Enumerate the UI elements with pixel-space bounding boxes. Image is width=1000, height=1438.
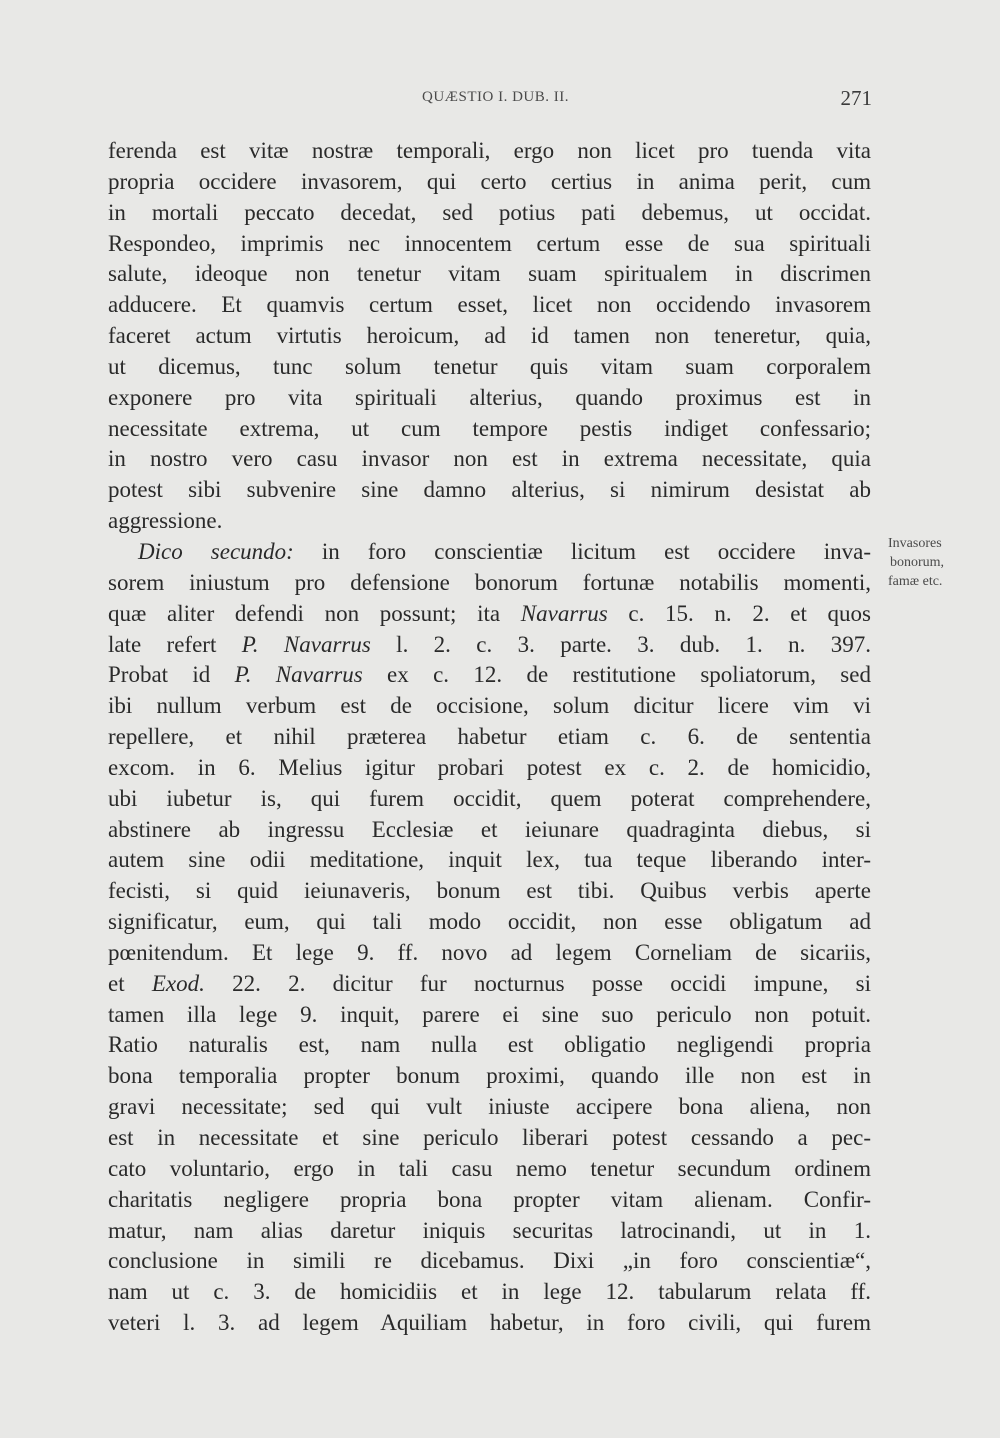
text-line: ferenda est vitæ nostræ temporali, ergo non licet pro tuenda vita xyxy=(108,138,871,163)
margin-note-line: Invasores xyxy=(888,536,942,551)
text-line: significatur, eum, qui tali modo occidit, non esse obligatum ad xyxy=(108,909,871,935)
author-citation: Navarrus xyxy=(520,600,608,626)
margin-note-line: bonorum, xyxy=(890,555,945,570)
body-text xyxy=(108,136,871,1339)
author-citation: P. Navarrus xyxy=(241,631,371,657)
text-line: aggressione. xyxy=(108,508,223,534)
text-line: adducere. Et quamvis certum esset, licet non occidendo invasorem xyxy=(108,292,871,318)
text-line: tamen illa lege 9. inquit, parere ei sine suo periculo non potuit. xyxy=(108,1001,871,1027)
text-line: Dico secundo: in foro conscientiæ licitum est occidere inva- xyxy=(138,538,871,564)
running-head: QUÆSTIO I. DUB. II. xyxy=(422,89,569,105)
text-line: excom. in 6. Melius igitur probari potest ex c. 2. de homicidio, xyxy=(108,754,871,780)
text-line: abstinere ab ingressu Ecclesiæ et ieiunare quadraginta diebus, si xyxy=(108,816,871,842)
text-line: potest sibi subvenire sine damno alterius, si nimirum desistat ab xyxy=(108,477,871,503)
text-line: charitatis negligere propria bona propter vitam alienam. Confir- xyxy=(108,1186,871,1212)
text-line: ubi iubetur is, qui furem occidit, quem poterat comprehendere, xyxy=(108,785,871,811)
text-line: veteri l. 3. ad legem Aquiliam habetur, in foro civili, qui furem xyxy=(108,1310,871,1336)
text-line: est in necessitate et sine periculo liberari potest cessando a pec- xyxy=(108,1125,871,1150)
text-line: quæ aliter defendi non possunt; ita Navarrus c. 15. n. 2. et quos xyxy=(108,600,871,626)
text-line: ibi nullum verbum est de occisione, solum dicitur licere vim vi xyxy=(108,693,871,719)
italic-phrase: Dico secundo: xyxy=(138,538,294,564)
text-line: sorem iniustum pro defensione bonorum fortunæ notabilis momenti, xyxy=(108,569,871,595)
margin-note xyxy=(884,534,964,591)
page-number: 271 xyxy=(840,86,872,110)
margin-note-line: famæ etc. xyxy=(888,574,943,589)
text-line: in mortali peccato decedat, sed potius pati debemus, ut occidat. xyxy=(108,199,871,225)
text-line: Respondeo, imprimis nec innocentem certum esse de sua spirituali xyxy=(108,230,871,256)
text-line: repellere, et nihil præterea habetur etiam c. 6. de sententia xyxy=(108,724,871,750)
text-line: late refert P. Navarrus l. 2. c. 3. parte. 3. dub. 1. n. 397. xyxy=(108,631,871,657)
text-line: salute, ideoque non tenetur vitam suam spiritualem in discrimen xyxy=(108,261,871,287)
text-line: pœnitendum. Et lege 9. ff. novo ad legem Corneliam de sicariis, xyxy=(108,939,871,965)
text-line: nam ut c. 3. de homicidiis et in lege 12. tabularum relata ff. xyxy=(108,1279,871,1305)
text-line: faceret actum virtutis heroicum, ad id tamen non teneretur, quia, xyxy=(108,323,871,349)
text-line: autem sine odii meditatione, inquit lex, tua teque liberando inter- xyxy=(108,847,871,873)
scripture-citation: Exod. xyxy=(151,970,205,996)
text-line: cato voluntario, ergo in tali casu nemo tenetur secundum ordinem xyxy=(108,1155,871,1181)
text-line: Ratio naturalis est, nam nulla est obligatio negligendi propria xyxy=(108,1032,871,1058)
text-line: matur, nam alias daretur iniquis securitas latrocinandi, ut in 1. xyxy=(108,1217,871,1243)
text-line: gravi necessitate; sed qui vult iniuste accipere bona aliena, non xyxy=(108,1094,871,1120)
text-line: et Exod. 22. 2. dicitur fur nocturnus posse occidi impune, si xyxy=(108,970,871,996)
text-line: fecisti, si quid ieiunaveris, bonum est tibi. Quibus verbis aperte xyxy=(108,878,871,904)
author-citation: P. Navarrus xyxy=(234,662,363,688)
text-line: bona temporalia propter bonum proximi, quando ille non est in xyxy=(108,1063,871,1089)
text-line: in nostro vero casu invasor non est in extrema necessitate, quia xyxy=(108,446,871,472)
text-line: propria occidere invasorem, qui certo certius in anima perit, cum xyxy=(108,168,871,194)
text-line: necessitate extrema, ut cum tempore pestis indiget confessario; xyxy=(108,415,871,441)
text-line: exponere pro vita spirituali alterius, quando proximus est in xyxy=(108,384,871,410)
text-line: conclusione in simili re dicebamus. Dixi „in foro conscientiæ“, xyxy=(108,1248,871,1274)
text-line: ut dicemus, tunc solum tenetur quis vitam suam corporalem xyxy=(108,353,871,379)
text-line: Probat id P. Navarrus ex c. 12. de restitutione spoliatorum, sed xyxy=(108,662,871,688)
